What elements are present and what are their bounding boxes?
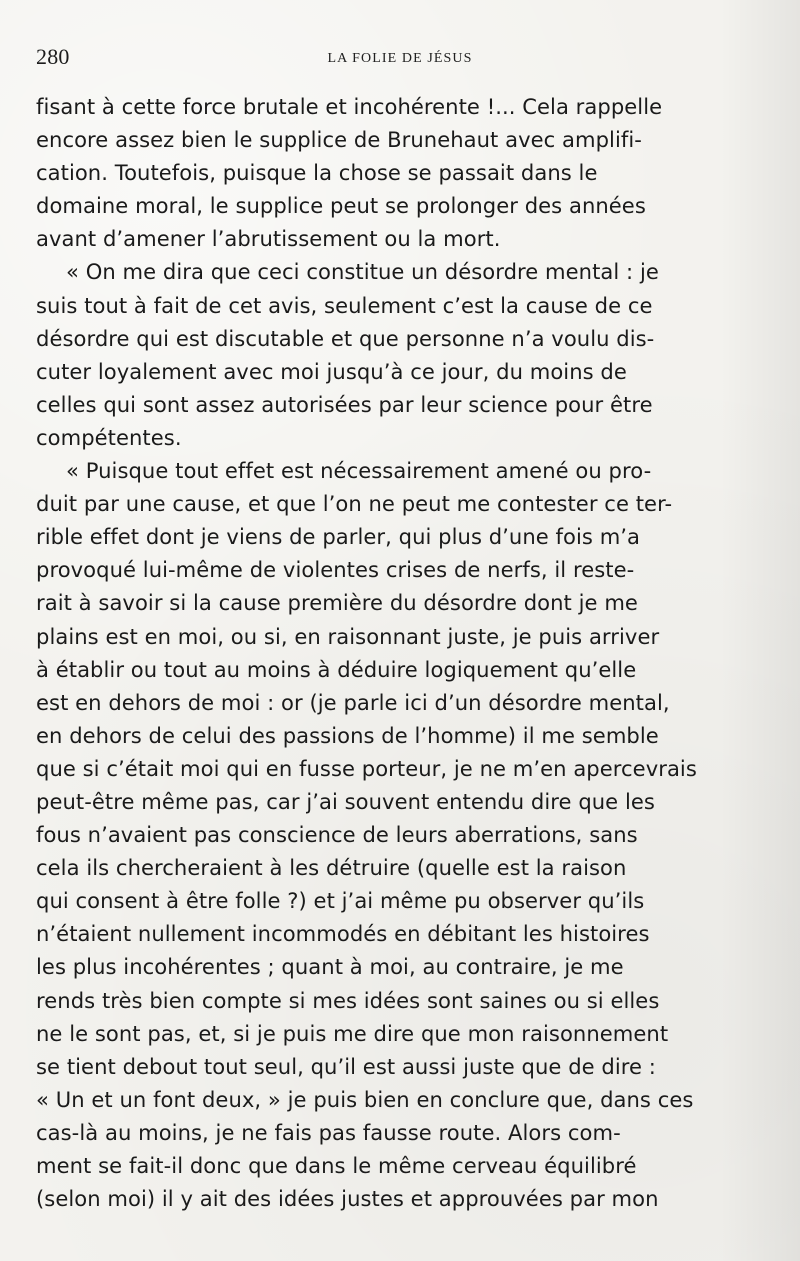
text-line: fous n’avaient pas conscience de leurs aberrations, sans — [36, 822, 638, 848]
text-line: cela ils chercheraient à les détruire (quelle est la raison — [36, 855, 627, 881]
text-line: en dehors de celui des passions de l’homme) il me semble — [36, 722, 659, 748]
text-line: peut-être même pas, car j’ai souvent entendu dire que les — [36, 788, 655, 814]
text-line: encore assez bien le supplice de Brunehaut avec amplifi- — [36, 127, 642, 153]
running-head: LA FOLIE DE JÉSUS — [327, 51, 473, 66]
text-line: celles qui sont assez autorisées par leur science pour être — [36, 391, 653, 417]
text-line: à établir ou tout au moins à déduire logiquement qu’elle — [36, 656, 637, 682]
text-line: duit par une cause, et que l’on ne peut me contester ce ter- — [36, 491, 673, 517]
text-line: cuter loyalement avec moi jusqu’à ce jour, du moins de — [36, 358, 627, 384]
text-line: cas-là au moins, je ne fais pas fausse route. Alors com- — [36, 1119, 621, 1145]
text-line: est en dehors de moi : or (je parle ici d’un désordre mental, — [36, 689, 670, 715]
page-number: 280 — [36, 44, 70, 69]
text-line: compétentes. — [36, 424, 182, 450]
text-line: n’étaient nullement incommodés en débitant les histoires — [36, 921, 650, 947]
text-line: se tient debout tout seul, qu’il est aussi juste que de dire : — [36, 1053, 656, 1079]
text-line: rible effet dont je viens de parler, qui plus d’une fois m’a — [36, 524, 641, 550]
text-line: rends très bien compte si mes idées sont saines ou si elles — [36, 987, 660, 1013]
text-line: désordre qui est discutable et que personne n’a voulu dis- — [36, 325, 655, 351]
text-line: cation. Toutefois, puisque la chose se passait dans le — [36, 160, 598, 186]
page-header — [36, 44, 764, 78]
text-line: « Puisque tout effet est nécessairement amené ou pro- — [66, 458, 652, 484]
text-line: les plus incohérentes ; quant à moi, au contraire, je me — [36, 954, 624, 980]
text-line: domaine moral, le supplice peut se prolonger des années — [36, 193, 646, 219]
text-line: qui consent à être folle ?) et j’ai même pu observer qu’ils — [36, 888, 645, 914]
text-line: (selon moi) il y ait des idées justes et approuvées par mon — [36, 1186, 659, 1212]
text-line: plains est en moi, ou si, en raisonnant juste, je puis arriver — [36, 623, 660, 649]
text-line: ment se fait-il donc que dans le même cerveau équilibré — [36, 1153, 637, 1178]
text-line: ne le sont pas, et, si je puis me dire que mon raisonnement — [36, 1020, 669, 1046]
text-line: « Un et un font deux, » je puis bien en conclure que, dans ces — [36, 1086, 694, 1112]
text-line: avant d’amener l’abrutissement ou la mort. — [36, 226, 501, 252]
text-line: suis tout à fait de cet avis, seulement c’est la cause de ce — [36, 292, 653, 318]
text-line: fisant à cette force brutale et incohérente !... Cela rappelle — [36, 94, 663, 119]
text-line: provoqué lui-même de violentes crises de nerfs, il reste- — [36, 557, 635, 583]
text-line: rait à savoir si la cause première du désordre dont je me — [36, 590, 638, 616]
text-line: que si c’était moi qui en fusse porteur, je ne m’en apercevrais — [36, 755, 697, 781]
text-line: « On me dira que ceci constitue un désordre mental : je — [66, 259, 659, 285]
page-body-text — [36, 90, 766, 1215]
